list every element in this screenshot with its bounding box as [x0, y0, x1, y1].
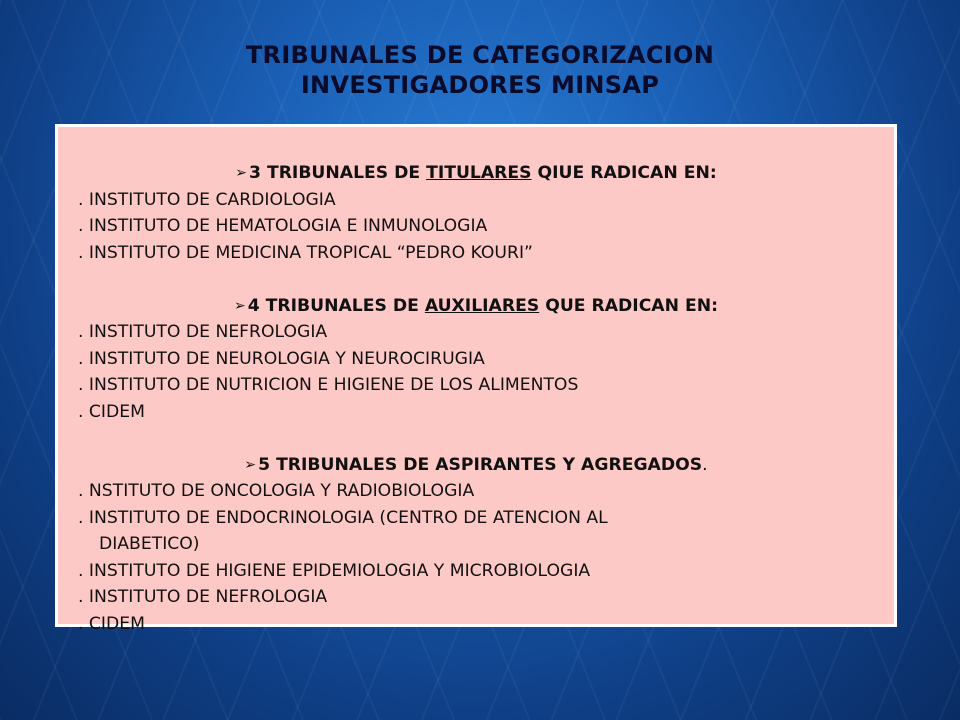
list-item: . INSTITUTO DE NUTRICION E HIGIENE DE LOS ALIMENTOS [78, 375, 579, 395]
section-heading-auxiliares [78, 293, 874, 320]
list-item: . INSTITUTO DE HIGIENE EPIDEMIOLOGIA Y MICROBIOLOGIA [78, 560, 591, 581]
list-item: . INSTITUTO DE NEUROLOGIA Y NEUROCIRUGIA [78, 348, 485, 369]
section-heading-aspirantes [78, 452, 874, 479]
section-heading-titulares [78, 160, 874, 187]
title-line-2: INVESTIGADORES MINSAP [300, 71, 660, 99]
heading-prefix: 3 TRIBUNALES DE [249, 163, 427, 183]
content-panel [55, 124, 897, 634]
list-item: . CIDEM [78, 401, 145, 422]
list-item: . NSTITUTO DE ONCOLOGIA Y RADIOBIOLOGIA [78, 481, 475, 501]
list-item: . INSTITUTO DE MEDICINA TROPICAL “PEDRO KOURI” [78, 242, 533, 263]
list-item: . CIDEM [78, 613, 145, 634]
spacer [78, 266, 874, 293]
arrow-bullet-icon: ➢ [235, 165, 248, 181]
heading-underlined: TITULARES [426, 163, 532, 183]
heading-text: 5 TRIBUNALES DE ASPIRANTES Y AGREGADOS [258, 454, 703, 475]
slide-title [0, 40, 960, 100]
arrow-bullet-icon: ➢ [244, 456, 257, 473]
heading-underlined: AUXILIARES [424, 295, 540, 316]
heading-suffix: QIUE RADICAN EN: [531, 163, 717, 183]
list-item-continuation: DIABETICO) [99, 534, 200, 554]
heading-prefix: 4 TRIBUNALES DE [247, 295, 425, 316]
spacer [78, 425, 874, 452]
list-item: . INSTITUTO DE CARDIOLOGIA [78, 189, 336, 210]
heading-suffix: QUE RADICAN EN: [539, 295, 718, 316]
arrow-bullet-icon: ➢ [234, 297, 246, 314]
list-item: . INSTITUTO DE HEMATOLOGIA E INMUNOLOGIA [78, 216, 488, 236]
list-item: . INSTITUTO DE NEFROLOGIA [78, 322, 328, 342]
list-item: . INSTITUTO DE NEFROLOGIA [78, 587, 328, 607]
list-item: . INSTITUTO DE ENDOCRINOLOGIA (CENTRO DE ATENCION AL [78, 507, 608, 528]
heading-end: . [702, 454, 708, 475]
title-line-1: TRIBUNALES DE CATEGORIZACION [245, 41, 715, 69]
